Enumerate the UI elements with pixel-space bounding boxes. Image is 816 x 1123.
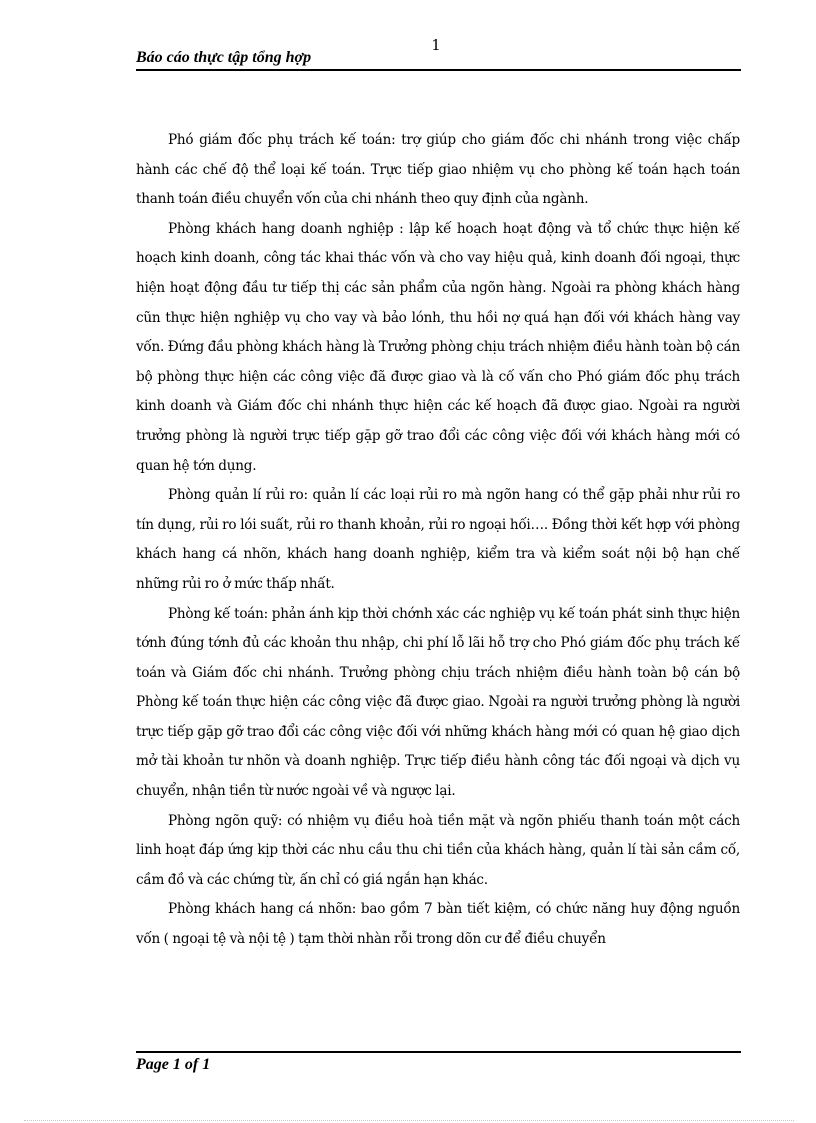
- paragraph-corporate-customers: Phòng khách hang doanh nghiệp : lập kế hoạch hoạt động và tổ chức thực hiện kế hoạch kinh doanh, công tác khai thác vốn và cho vay hiệu quả, kinh doanh đối ngoại, thực hiện hoạt động đầu tư tiếp thị các sản phẩm của ngõn hàng. Ngoài ra phòng khách hàng cũn thực hiện nghiệp vụ cho vay và bảo lónh, thu hồi nợ quá hạn đối với khách hàng vay vốn. Đứng đầu phòng khách hàng là Trưởng phòng chịu trách nhiệm điều hành toàn bộ cán bộ phòng thực hiện các công việc đã được giao và là cố vấn cho Phó giám đốc phụ trách kinh doanh và Giám đốc chi nhánh thực hiện các kế hoạch đã được giao. Ngoài ra người trưởng phòng là người trực tiếp gặp gỡ trao đổi các công việc đối với khách hàng mới có quan hệ tớn dụng.: [136, 220, 740, 474]
- footer-page-label: Page 1 of 1: [136, 1056, 211, 1073]
- page-bottom-border: [24, 1120, 794, 1121]
- footer-divider: [136, 1051, 741, 1053]
- paragraph-deputy-director-accounting: Phó giám đốc phụ trách kế toán: trợ giúp cho giám đốc chi nhánh trong việc chấp hành các chế độ thể loại kế toán. Trực tiếp giao nhiệm vụ cho phòng kế toán hạch toán thanh toán điều chuyển vốn của chi nhánh theo quy định của ngành.: [136, 132, 740, 208]
- paragraph-accounting-department: Phòng kế toán: phản ánh kịp thời chớnh xác các nghiệp vụ kế toán phát sinh thực hiện tớnh đúng tớnh đủ các khoản thu nhập, chi phí lỗ lãi hỗ trợ cho Phó giám đốc phụ trách kế toán và Giám đốc chi nhánh. Trưởng phòng chịu trách nhiệm điều hành toàn bộ cán bộ Phòng kế toán thực hiện các công việc đã được giao. Ngoài ra người trưởng phòng là người trực tiếp gặp gỡ trao đổi các công việc đối với những khách hàng mới có quan hệ giao dịch mở tài khoản tư nhõn và doanh nghiệp. Trực tiếp điều hành công tác đối ngoại và dịch vụ chuyển, nhận tiền từ nước ngoài về và ngược lại.: [136, 605, 740, 800]
- document-body: [136, 126, 740, 955]
- paragraph-treasury: Phòng ngõn quỹ: có nhiệm vụ điều hoà tiền mặt và ngõn phiếu thanh toán một cách linh hoạt đáp ứng kịp thời các nhu cầu thu chi tiền của khách hàng, quản lí tài sản cầm cố, cầm đồ và các chứng từ, ấn chỉ có giá ngắn hạn khác.: [136, 812, 740, 888]
- paragraph-risk-management: Phòng quản lí rủi ro: quản lí các loại rủi ro mà ngõn hang có thể gặp phải như rủi ro tín dụng, rủi ro lói suất, rủi ro thanh khoản, rủi ro ngoại hối…. Đồng thời kết hợp với phòng khách hang cá nhõn, khách hang doanh nghiệp, kiểm tra và kiểm soát nội bộ hạn chế những rủi ro ở mức thấp nhất.: [136, 487, 740, 592]
- header-divider: [136, 69, 741, 71]
- page-number: 1: [431, 36, 441, 54]
- paragraph-individual-customers: Phòng khách hang cá nhõn: bao gồm 7 bàn tiết kiệm, có chức năng huy động nguồn vốn ( ngoại tệ và nội tệ ) tạm thời nhàn rỗi trong dõn cư để điều chuyển: [136, 901, 740, 948]
- header-title: Báo cáo thực tập tổng hợp: [136, 49, 312, 66]
